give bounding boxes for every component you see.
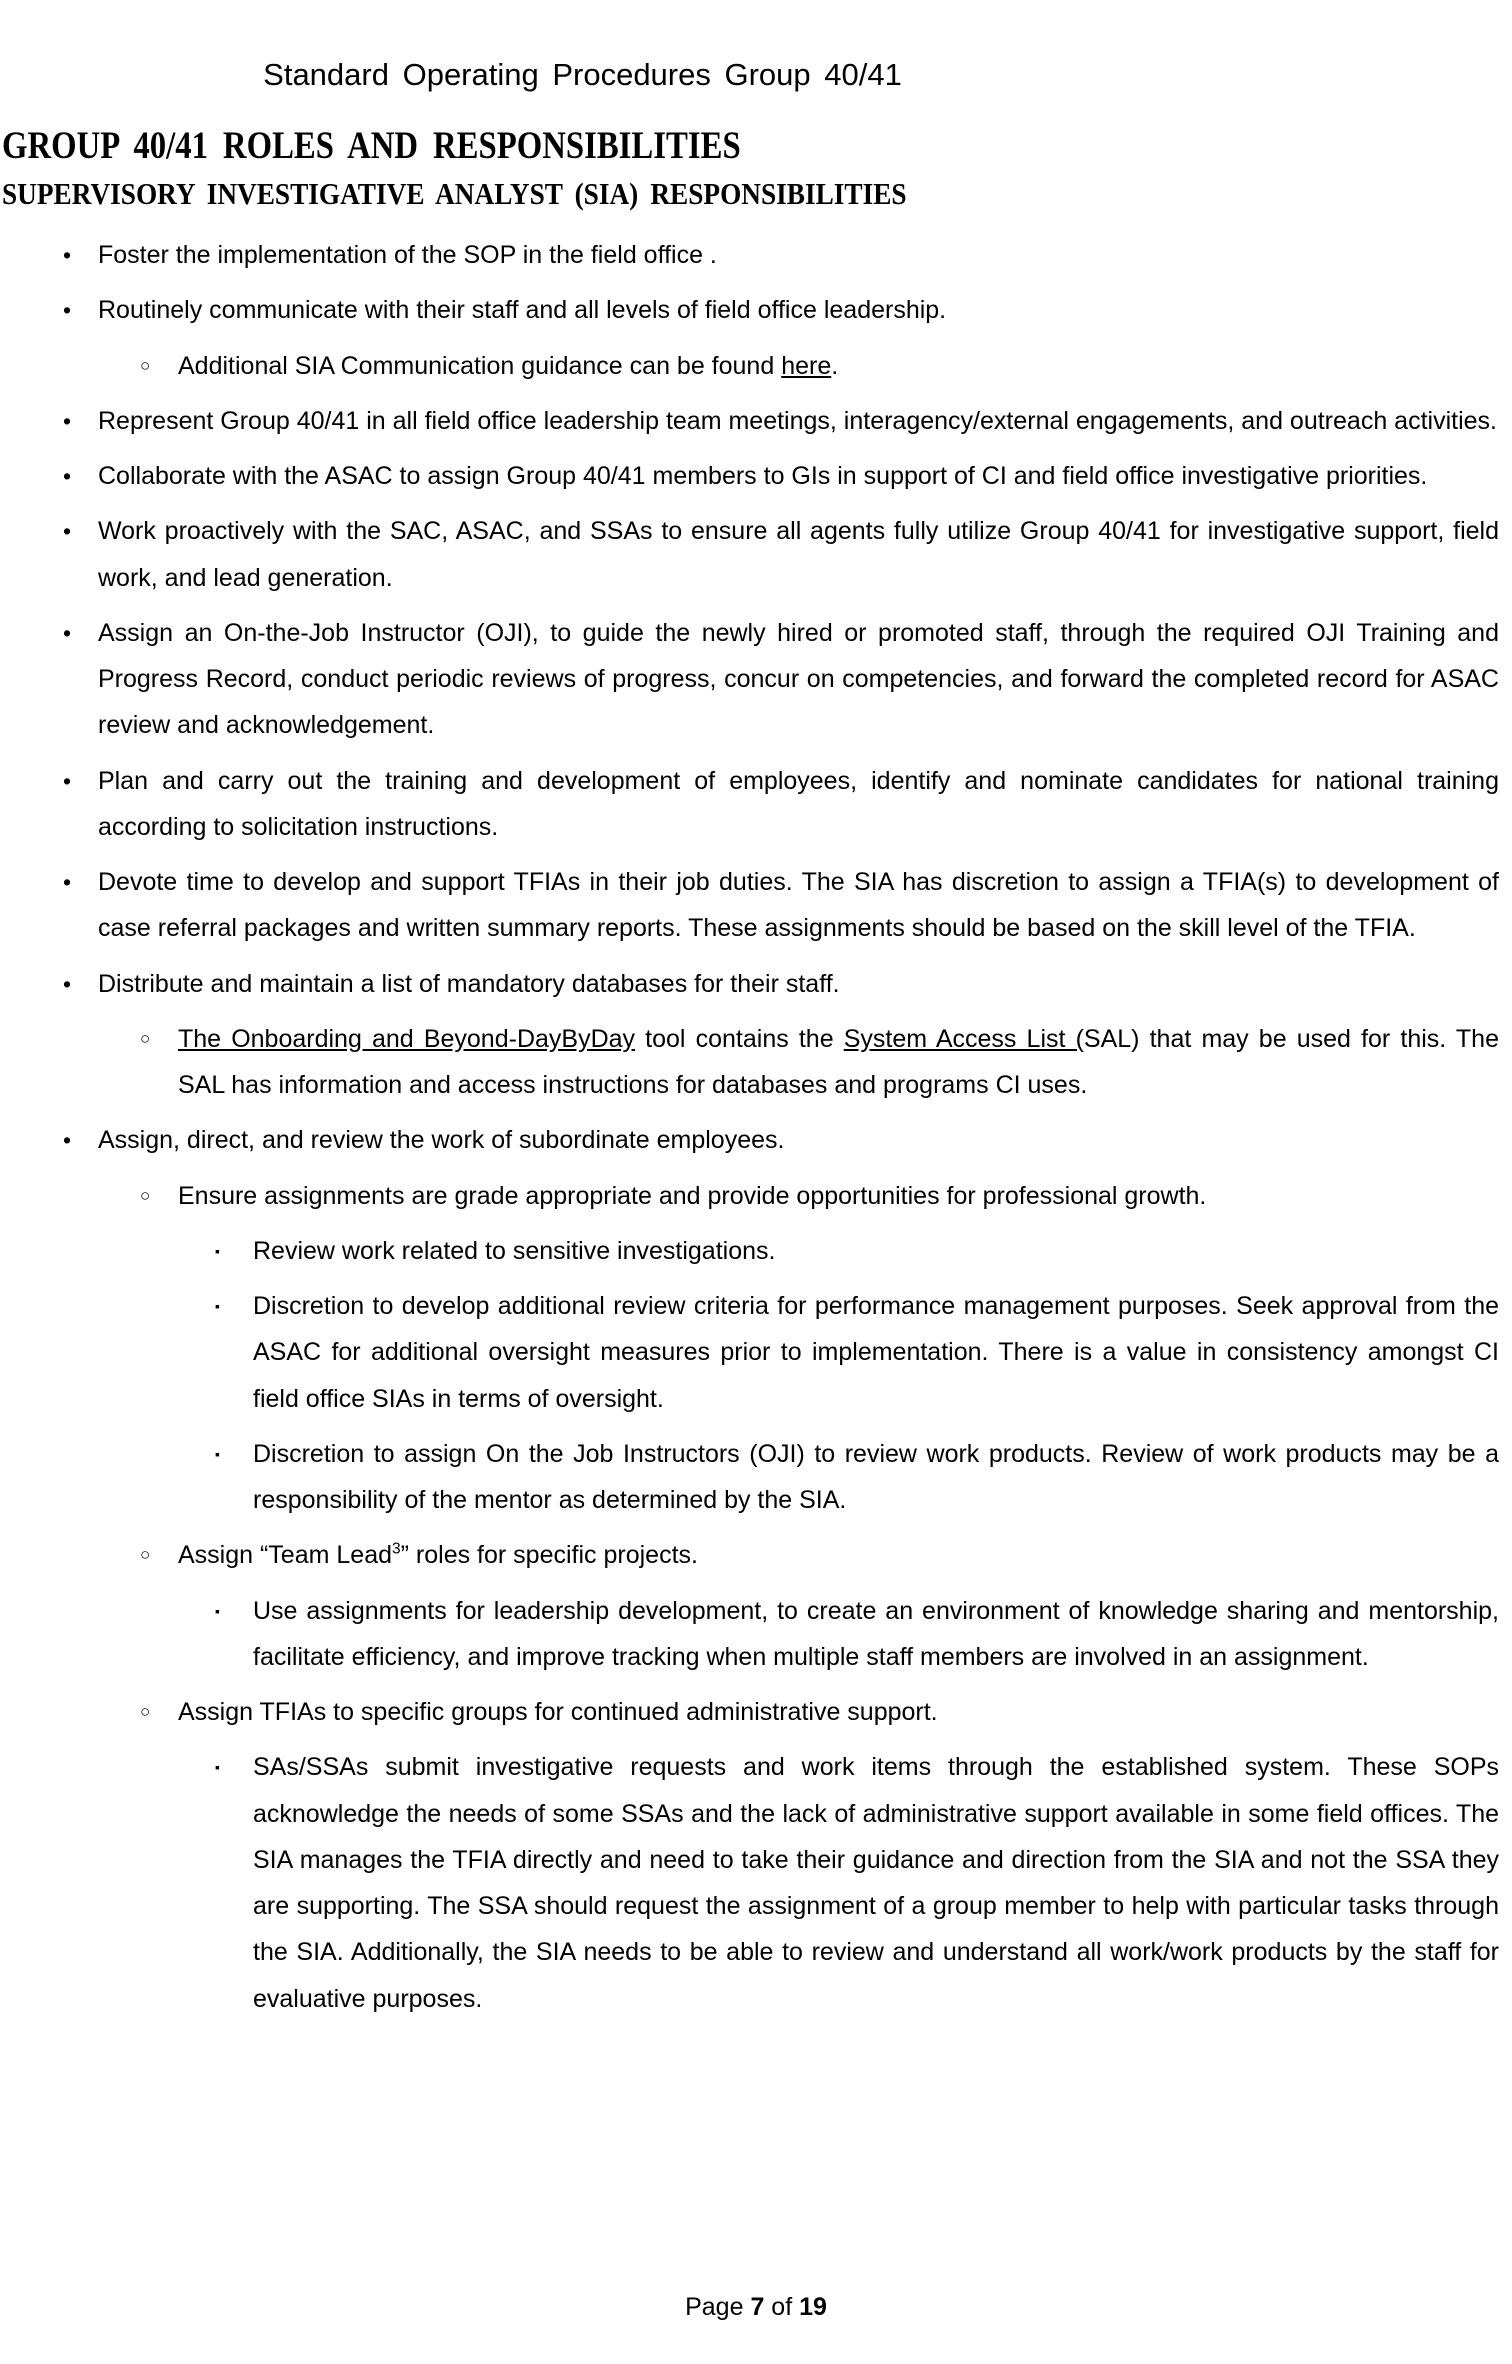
list-item xyxy=(0,398,1512,444)
list-item xyxy=(0,232,1512,278)
text-segment: Assign an On-the-Job Instructor (OJI), to guide the newly hired or promoted staff, through the required OJI Training and Progress Record, conduct periodic reviews of progress, concur on competencies, and forward the completed record for ASAC review and acknowledgement. xyxy=(98,618,1499,740)
list-item xyxy=(0,1744,1512,2022)
square-bullet-icon: ▪ xyxy=(215,1242,220,1259)
document-header: Standard Operating Procedures Group 40/41 xyxy=(263,57,902,92)
page-footer xyxy=(0,2293,1512,2322)
text-segment: Routinely communicate with their staff and all levels of field office leadership. xyxy=(98,296,947,325)
square-bullet-icon: ▪ xyxy=(215,1602,220,1619)
text-segment: Represent Group 40/41 in all field office leadership team meetings, interagency/external engagements, and outreach activities. xyxy=(98,406,1497,435)
list-item-text xyxy=(98,961,1499,1007)
list-item xyxy=(0,343,1512,389)
list-item-text xyxy=(253,1228,1499,1274)
bullet-icon: • xyxy=(63,242,72,268)
link-here[interactable]: here xyxy=(781,351,832,380)
text-segment: Assign TFIAs to specific groups for continued administrative support. xyxy=(178,1698,938,1726)
page-title: GROUP 40/41 ROLES AND RESPONSIBILITIES xyxy=(2,124,741,167)
square-bullet-icon: ▪ xyxy=(215,1298,220,1314)
footer-separator: of xyxy=(764,2293,800,2321)
list-item xyxy=(0,1016,1512,1109)
superscript-text: 3 xyxy=(392,1540,401,1558)
list-item xyxy=(0,1588,1512,1681)
list-item-text xyxy=(98,1117,1499,1163)
text-segment: Discretion to develop additional review criteria for performance management purposes. Seek approval from the ASAC for additional oversight measures prior to implementation. There is a value in consistency amongst CI field office SIAs in terms of oversight. xyxy=(253,1292,1499,1413)
list-item-text xyxy=(178,1173,1499,1219)
text-segment: Collaborate with the ASAC to assign Group 40/41 members to GIs in support of CI and field office investigative priorities. xyxy=(98,462,1428,490)
text-segment: Review work related to sensitive investigations. xyxy=(253,1236,776,1265)
list-item xyxy=(0,961,1512,1007)
square-bullet-icon: ▪ xyxy=(215,1445,220,1462)
square-bullet-icon: ▪ xyxy=(215,1759,220,1776)
list-item-text xyxy=(253,1588,1499,1681)
list-item xyxy=(0,1689,1512,1735)
list-item xyxy=(0,1117,1512,1163)
list-item-text xyxy=(178,343,1499,389)
text-segment: Plan and carry out the training and development of employees, identify and nominate candidates for national training according to solicitation instructions. xyxy=(98,766,1499,841)
bullet-icon: • xyxy=(63,1127,72,1154)
text-segment: Work proactively with the SAC, ASAC, and SSAs to ensure all agents fully utilize Group 40/41 for investigative support, field work, and lead generation. xyxy=(98,517,1499,592)
text-segment: Assign “Team Lead xyxy=(178,1541,393,1570)
circle-bullet-icon: ○ xyxy=(140,355,151,375)
link-onboarding-and-beyond-daybyday[interactable]: The Onboarding and Beyond-DayByDay xyxy=(178,1024,636,1053)
list-item-text xyxy=(178,1689,1499,1735)
text-segment: Ensure assignments are grade appropriate and provide opportunities for professional growth. xyxy=(178,1181,1207,1210)
list-item-text xyxy=(178,1016,1499,1109)
text-segment: Additional SIA Communication guidance can be found xyxy=(178,351,782,380)
list-item xyxy=(0,859,1512,952)
list-item-text xyxy=(98,508,1499,601)
list-item xyxy=(0,453,1512,499)
list-item xyxy=(0,610,1512,749)
text-segment: Discretion to assign On the Job Instructors (OJI) to review work products. Review of work products may be a responsibility of the mentor as determined by the SIA. xyxy=(253,1439,1499,1514)
bullet-icon: • xyxy=(63,970,72,997)
list-item xyxy=(0,1431,1512,1524)
list-item xyxy=(0,1283,1512,1422)
text-segment: Assign, direct, and review the work of subordinate employees. xyxy=(98,1126,785,1155)
list-item-text xyxy=(98,758,1499,851)
link-system-access-list[interactable]: System Access List ( xyxy=(843,1024,1084,1053)
footer-prefix: Page xyxy=(685,2293,751,2321)
text-segment: Foster the implementation of the SOP in the field office . xyxy=(98,241,717,269)
list-item-text xyxy=(253,1431,1499,1524)
total-pages: 19 xyxy=(799,2293,827,2321)
text-segment: Distribute and maintain a list of mandatory databases for their staff. xyxy=(98,969,840,998)
list-item xyxy=(0,1532,1512,1578)
list-item-text xyxy=(98,859,1499,952)
list-item xyxy=(0,508,1512,601)
bullet-icon: • xyxy=(63,297,72,324)
text-segment: ” roles for specific projects. xyxy=(400,1541,698,1570)
bullet-icon: • xyxy=(63,463,72,489)
list-item-text xyxy=(98,398,1499,444)
circle-bullet-icon: ○ xyxy=(140,1185,151,1205)
list-item xyxy=(0,1228,1512,1274)
list-item xyxy=(0,287,1512,333)
circle-bullet-icon: ○ xyxy=(140,1702,151,1721)
list-item-text xyxy=(253,1283,1499,1422)
list-item-text xyxy=(98,610,1499,749)
text-segment: . xyxy=(831,351,839,380)
text-segment: Use assignments for leadership development, to create an environment of knowledge sharing and mentorship, facilitate efficiency, and improve tracking when multiple staff members are involved in an assignment. xyxy=(253,1596,1499,1671)
list-item xyxy=(0,1173,1512,1219)
list-item-text xyxy=(98,232,1499,278)
list-item-text xyxy=(253,1744,1499,2022)
circle-bullet-icon: ○ xyxy=(140,1545,151,1565)
list-item-text xyxy=(98,453,1499,499)
page-subtitle: SUPERVISORY INVESTIGATIVE ANALYST (SIA) RESPONSIBILITIES xyxy=(2,176,907,211)
page-number: 7 xyxy=(750,2293,765,2321)
text-segment: Devote time to develop and support TFIAs in their job duties. The SIA has discretion to assign a TFIA(s) to development of case referral packages and written summary reports. These assignments should be based on the skill level of the TFIA. xyxy=(98,868,1499,943)
bullet-icon: • xyxy=(63,767,72,794)
bullet-icon: • xyxy=(63,518,72,545)
circle-bullet-icon: ○ xyxy=(140,1028,151,1048)
text-segment: tool contains the xyxy=(635,1024,844,1053)
bullet-icon: • xyxy=(63,407,72,434)
text-segment: SAL) that may be used for this. The SAL has information and access instructions for databases and programs CI uses. xyxy=(178,1024,1499,1099)
bullet-list xyxy=(0,232,1512,2022)
bullet-icon: • xyxy=(63,619,72,646)
bullet-icon: • xyxy=(63,869,72,895)
list-item xyxy=(0,758,1512,851)
list-item-text xyxy=(98,287,1499,333)
list-item-text xyxy=(178,1532,1499,1578)
text-segment: SAs/SSAs submit investigative requests and work items through the established system. These SOPs acknowledge the needs of some SSAs and the lack of administrative support available in some field offices. The SIA manages the TFIA directly and need to take their guidance and direction from the SIA and not the SSA they are supporting. The SSA should request the assignment of a group member to help with particular tasks through the SIA. Additionally, the SIA needs to be able to review and understand all work/work products by the staff for evaluative purposes. xyxy=(253,1753,1499,2013)
